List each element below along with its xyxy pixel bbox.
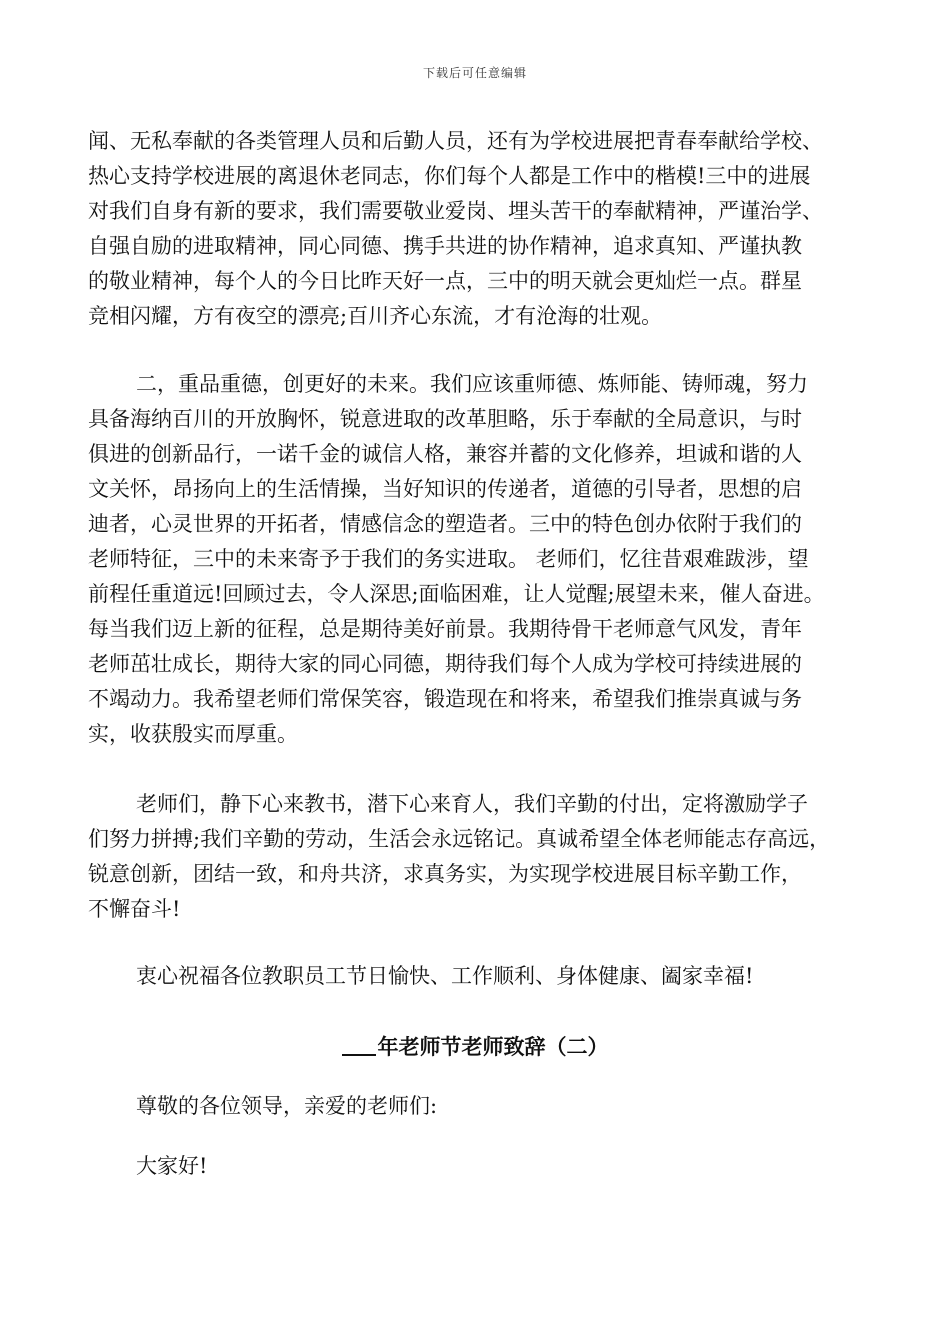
section-title-text: 年老师节老师致辞（二）	[377, 1034, 609, 1059]
paragraph-3-line: 锐意创新，团结一致，和舟共济，求真务实，为实现学校进展目标辛勤工作，	[88, 862, 802, 886]
paragraph-3-line: 们努力拼搏;我们辛勤的劳动，生活会永远铭记。真诚希望全体老师能志存高远，	[88, 827, 831, 851]
paragraph-1-line: 对我们自身有新的要求，我们需要敬业爱岗、埋头苦干的奉献精神，严谨治学、	[88, 199, 823, 223]
paragraph-2-line: 文关怀，昂扬向上的生活情操，当好知识的传递者，道德的引导者，思想的启	[88, 477, 802, 501]
paragraph-2-line: 二，重品重德，创更好的未来。我们应该重师德、炼师能、铸师魂，努力	[136, 372, 808, 396]
salutation-line: 大家好!	[136, 1154, 208, 1178]
paragraph-1-line: 热心支持学校进展的离退休老同志，你们每个人都是工作中的楷模!三中的进展	[88, 164, 811, 188]
paragraph-2-line: 每当我们迈上新的征程，总是期待美好前景。我期待骨干老师意气风发，青年	[88, 617, 802, 641]
paragraph-1-line: 自强自励的进取精神，同心同德、携手共进的协作精神，追求真知、严谨执教	[88, 234, 802, 258]
section-title	[0, 1031, 950, 1061]
paragraph-1-line: 竞相闪耀，方有夜空的漂亮;百川齐心东流，才有沧海的壮观。	[88, 304, 663, 328]
paragraph-4-line: 衷心祝福各位教职员工节日愉快、工作顺利、身体健康、阖家幸福!	[136, 964, 754, 988]
paragraph-2-line: 老师特征，三中的未来寄予于我们的务实进取。 老师们，忆往昔艰难跋涉，望	[88, 547, 809, 571]
paragraph-3-line: 不懈奋斗!	[88, 897, 181, 921]
paragraph-2-line: 实，收获殷实而厚重。	[88, 722, 298, 746]
paragraph-3-line: 老师们，静下心来教书，潜下心来育人，我们辛勤的付出，定将激励学子	[136, 792, 808, 816]
paragraph-2-line: 不竭动力。我希望老师们常保笑容，锻造现在和将来，希望我们推崇真诚与务	[88, 687, 802, 711]
paragraph-2-line: 具备海纳百川的开放胸怀，锐意进取的改革胆略，乐于奉献的全局意识，与时	[88, 407, 802, 431]
paragraph-2-line: 俱进的创新品行，一诺千金的诚信人格，兼容并蓄的文化修养，坦诚和谐的人	[88, 442, 802, 466]
page-header: 下载后可任意编辑	[422, 66, 527, 80]
blank-underline	[342, 1034, 376, 1056]
paragraph-1-line: 的敬业精神，每个人的今日比昨天好一点，三中的明天就会更灿烂一点。群星	[88, 269, 802, 293]
paragraph-2-line: 老师茁壮成长，期待大家的同心同德，期待我们每个人成为学校可持续进展的	[88, 652, 802, 676]
greeting-line: 尊敬的各位领导，亲爱的老师们:	[136, 1094, 438, 1118]
paragraph-1-line: 闻、无私奉献的各类管理人员和后勤人员，还有为学校进展把青春奉献给学校、	[88, 129, 823, 153]
paragraph-2-line: 迪者，心灵世界的开拓者，情感信念的塑造者。三中的特色创办依附于我们的	[88, 512, 802, 536]
paragraph-2-line: 前程任重道远!回顾过去，令人深思;面临困难，让人觉醒;展望未来，催人奋进。	[88, 582, 825, 606]
